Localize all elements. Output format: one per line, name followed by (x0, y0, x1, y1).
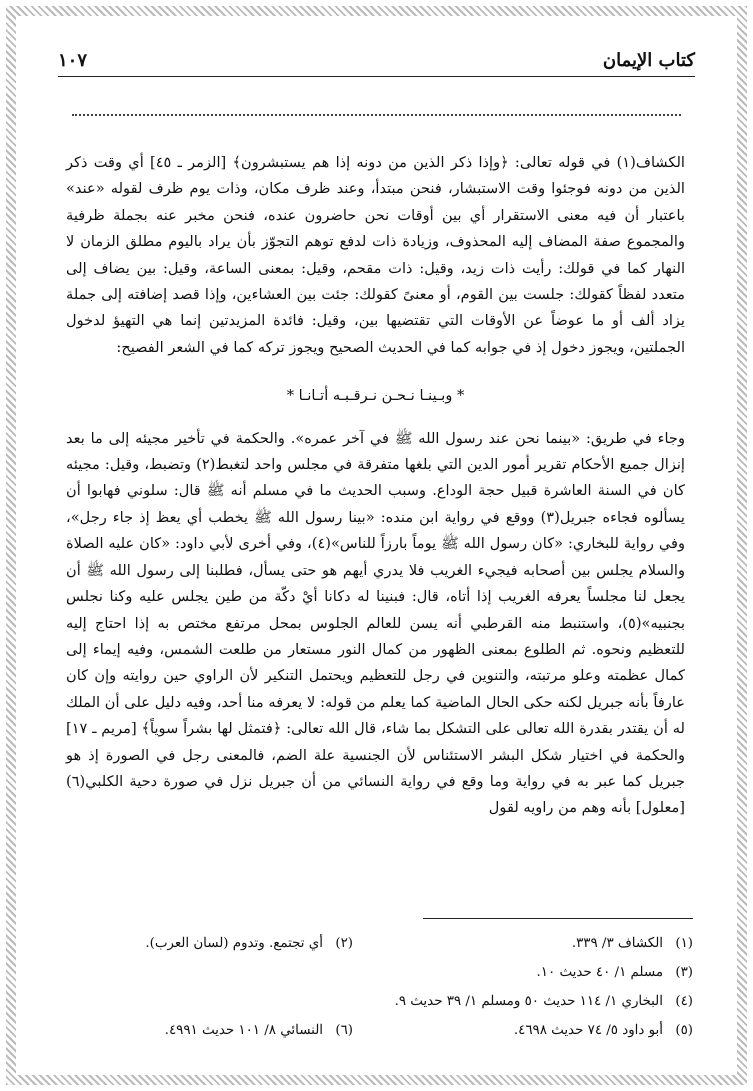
footnote-row (72, 1016, 693, 1045)
footnote-text: النسائي ٨/ ١٠١ حديث ٤٩٩١. (164, 1023, 323, 1038)
footnote-text: أبو داود ٥/ ٧٤ حديث ٤٦٩٨. (513, 1023, 663, 1038)
commentary-text (66, 150, 685, 822)
footnote-text: أي تجتمع. وتدوم (لسان العرب). (145, 936, 323, 951)
footnote-number: (٢) (335, 936, 353, 951)
page-number: ١٠٧ (58, 49, 88, 71)
footnote-row (72, 987, 693, 1016)
chapter-title: كتاب الإيمان (602, 49, 695, 71)
dotted-separator (72, 100, 681, 116)
footnote-text: الكشاف ٣/ ٣٣٩. (571, 936, 663, 951)
footnote-row (72, 929, 693, 958)
paragraph-2: وجاء في طريق: «بينما نحن عند رسول الله ﷺ في آخر عمره». والحكمة في تأخير مجيئه إلى ما بعد إنزال جميع الأحكام تقرير أمور الدين التي بلغها متفرقة في مجلس واحد لتغبط(٢) وتضبط، وقيل: مجيئه كان في السنة العاشرة قبيل حجة الوداع. وسبب الحديث ما في مسلم أنه ﷺ قال: سلوني فهابوا أن يسألوه فجاءه جبريل(٣) ووقع في رواية ابن منده: «بينا رسول الله ﷺ يخطب أي يعظ إذ جاء رجل»، وفي رواية للبخاري: «كان رسول الله ﷺ يوماً بارزاً للناس»(٤)، وفي أخرى لأبي داود: «كان عليه الصلاة والسلام يجلس بين أصحابه فيجيء الغريب فلا يدري أيهم هو حتى يسأل، فطلبنا إلى رسول الله ﷺ أن يجعل لنا مجلساً يعرفه الغريب إذا أتاه، قال: فبنينا له دكانا أيْ دكّة من طين يجلس عليه وكنا نجلس بجنبيه»(٥)، واستنبط منه القرطبي أنه يسن للعالم الجلوس بمحل مرتفع مختص به إذا احتاج إليه للتعظيم ونحوه. ثم الطلوع بمعنى الظهور من كمال النور مستعار من طلعت الشمس، وفيه إيماء إلى كمال عظمته وعلو مرتبته، والتنوين في رجل للتعظيم ويحتمل التنكير لأن الراوي حين روايته وإن كان عارفاً بأنه جبريل لكنه حكى الحال الماضية كما يعلم من قوله: لا يعرفه منا أحد، وفيه دليل على أن الملك له أن يقتدر بقدرة الله تعالى على التشكل بما شاء، قال الله تعالى: ﴿فتمثل لها بشراً سوياً﴾ [مريم ـ ١٧] والحكمة في اختيار شكل البشر الاستئناس لأن الجنسية علة الضم، فالمعنى رجل في الصورة إذ هو جبريل كما عبر به في رواية وما وقع في رواية النسائي من أن جبريل نزل في صورة دحية الكلبي(٦) [معلول] بأنه وهم من راويه لقول (66, 429, 686, 817)
page-header (58, 44, 695, 77)
paragraph-1: الكشاف(١) في قوله تعالى: ﴿وإذا ذكر الذين من دونه إذا هم يستبشرون﴾ [الزمر ـ ٤٥] أي وقت ذكر الذين من دونه فوجئوا وقت الاستبشار، فنحن مبتدأ، وعند ظرف مكان، وذات يوم ظرف لقوله «عند» باعتبار أن فيه معنى الاستقرار أي بين أوقات نحن حاضرون عنده، فنحن مخبر عنه بجملة ظرفية والمجموع صفة المضاف إليه المحذوف، وزيادة ذات لدفع توهم التجوّز بأن يراد باليوم مطلق الزمان لا النهار كما في قولك: رأيت ذات زيد، وقيل: ذات مقحم، وقيل: بمعنى الساعة، وقيل: بين يضاف إلى متعدد لفظاً كقولك: جلست بين القوم، أو معنىً كقولك: جئت بين العشاءين، وإذا قصد إضافته إلى جملة يزاد ألف أو ما عوضاً عن الأوقات التي تقتضيها بين، وقيل: فائدة المزيدتين إنما هي التهيؤ لدخول الجملتين، ويجوز دخول إذ في جوابه كما في الحديث الصحيح ويجوز تركه كما في الشعر الفصيح: (66, 154, 685, 356)
footnote-number: (٦) (335, 1023, 353, 1038)
footnote-row (72, 958, 693, 987)
footnote-number: (٣) (675, 965, 693, 980)
footnote-number: (١) (675, 936, 693, 951)
footnotes (72, 918, 693, 1045)
footnote-number: (٤) (675, 994, 693, 1009)
footnote-rule (423, 918, 693, 919)
footnote-text: البخاري ١/ ١١٤ حديث ٥٠ ومسلم ١/ ٣٩ حديث ٩. (394, 994, 663, 1009)
footnote-text: مسلم ١/ ٤٠ حديث ١٠. (536, 965, 663, 980)
footnote-number: (٥) (675, 1023, 693, 1038)
poetry-verse: * وبـينـا نـحـن نـرقـبـه أتـانـا * (286, 387, 465, 405)
